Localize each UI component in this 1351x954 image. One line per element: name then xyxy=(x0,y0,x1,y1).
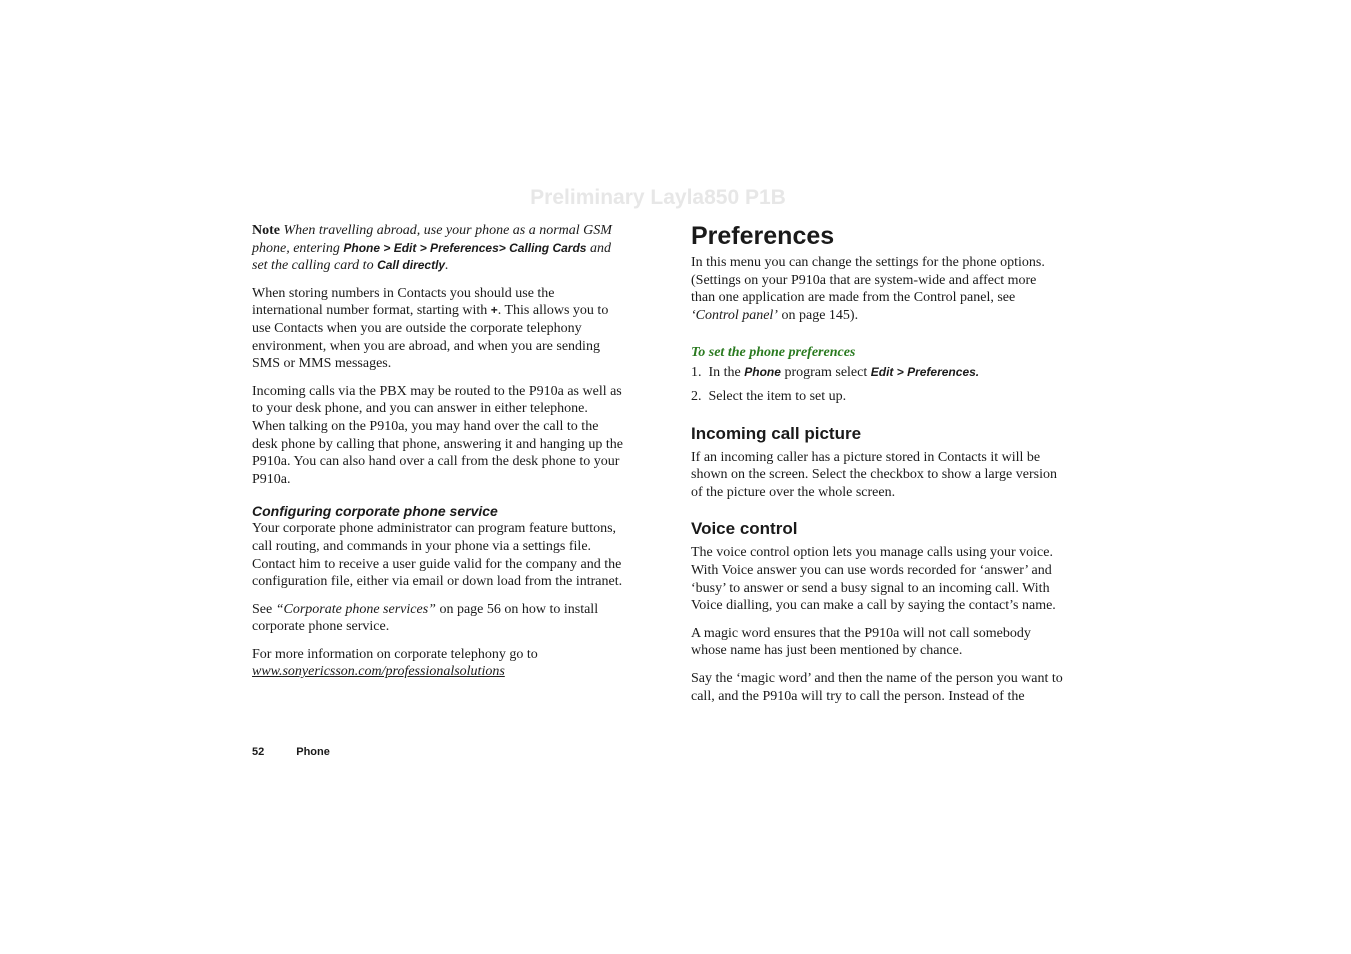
see-paragraph xyxy=(252,601,624,636)
heading-incoming-call-picture: Incoming call picture xyxy=(691,423,862,443)
voice-paragraph-2: A magic word ensures that the P910a will not call somebody whose name has just been mentioned by chance. xyxy=(691,625,1031,659)
step-text: Select the item to set up. xyxy=(708,388,847,404)
see-text: See xyxy=(252,601,276,617)
step-number: 2. xyxy=(691,388,702,404)
contacts-text: When storing numbers in Contacts you should use the international number format, starting with xyxy=(252,285,555,319)
step-text-2: program select xyxy=(780,365,871,381)
section-name: Phone xyxy=(296,746,330,758)
note-text: When travelling abroad, use your phone as a normal GSM phone, entering xyxy=(252,223,612,256)
menu-option: Call directly xyxy=(377,258,446,273)
left-column xyxy=(252,222,624,691)
page-title: Preferences xyxy=(691,222,835,250)
more-info-paragraph xyxy=(252,646,624,681)
plus-sign: + xyxy=(490,303,498,318)
menu-path: Edit > Preferences. xyxy=(870,365,980,380)
cross-reference: ‘Control panel’ xyxy=(691,307,778,323)
step-item xyxy=(691,364,1063,382)
page-footer xyxy=(252,746,330,758)
intro-text-2: on page 145). xyxy=(777,307,859,323)
website-link[interactable]: www.sonyericsson.com/professionalsolutions xyxy=(252,664,505,680)
intro-text: In this menu you can change the settings for the phone options. (Settings on your P910a that are system-wide and affect more than one application are made from the Control panel, see xyxy=(691,255,1045,306)
more-info-text: For more information on corporate telephony go to xyxy=(252,646,538,662)
see-text-2: on page 56 on how to install corporate phone service. xyxy=(252,601,599,635)
procedure-title: To set the phone preferences xyxy=(691,345,856,361)
note-text-3: . xyxy=(445,258,449,274)
incoming-paragraph: If an incoming caller has a picture stored in Contacts it will be shown on the screen. Select the checkbox to show a large version of the picture over the whole screen. xyxy=(691,449,1057,500)
step-text: In the xyxy=(708,365,745,381)
note-label: Note xyxy=(252,223,280,238)
app-name: Phone xyxy=(744,365,781,380)
cross-reference: “Corporate phone services” xyxy=(275,601,436,617)
voice-paragraph-3: Say the ‘magic word’ and then the name of the person you want to call, and the P910a will try to call the person. Instead of the xyxy=(691,670,1063,704)
menu-path: Phone > Edit > Preferences> Calling Cards xyxy=(343,240,587,255)
heading-voice-control: Voice control xyxy=(691,519,798,539)
admin-paragraph: Your corporate phone administrator can program feature buttons, call routing, and commands in your phone via a settings file. Contact him to receive a user guide valid for the company and the configuration file, either via email or down load from the intranet. xyxy=(252,521,623,590)
step-item xyxy=(691,388,1063,406)
page-number: 52 xyxy=(252,746,265,758)
subheading: Configuring corporate phone service xyxy=(252,503,498,520)
watermark: Preliminary Layla850 P1B xyxy=(530,186,786,209)
pbx-paragraph: Incoming calls via the PBX may be routed to the P910a as well as to your desk phone, and you can answer in either telephone. When talking on the P910a, you may hand over the call to the desk phone by calling that phone, answering it and hanging up the P910a. You can also hand over a call from the desk phone to your P910a. xyxy=(252,383,623,487)
procedure-steps xyxy=(691,364,1063,405)
contacts-paragraph xyxy=(252,285,624,373)
contacts-text-2: . This allows you to use Contacts when you are outside the corporate telephony environment, when you are abroad, and when you are sending SMS or MMS messages. xyxy=(252,303,609,372)
intro-paragraph xyxy=(691,254,1063,324)
note-text-2: and set the calling card to xyxy=(252,240,611,274)
note-paragraph xyxy=(252,222,624,275)
right-column xyxy=(691,222,1063,715)
voice-paragraph-1: The voice control option lets you manage calls using your voice. With Voice answer you can use words recorded for ‘answer’ and ‘busy’ to answer or send a busy signal to an incoming call. With Voice dialling, you can make a call by saying the contact’s name. xyxy=(691,545,1056,614)
step-number: 1. xyxy=(691,365,702,381)
